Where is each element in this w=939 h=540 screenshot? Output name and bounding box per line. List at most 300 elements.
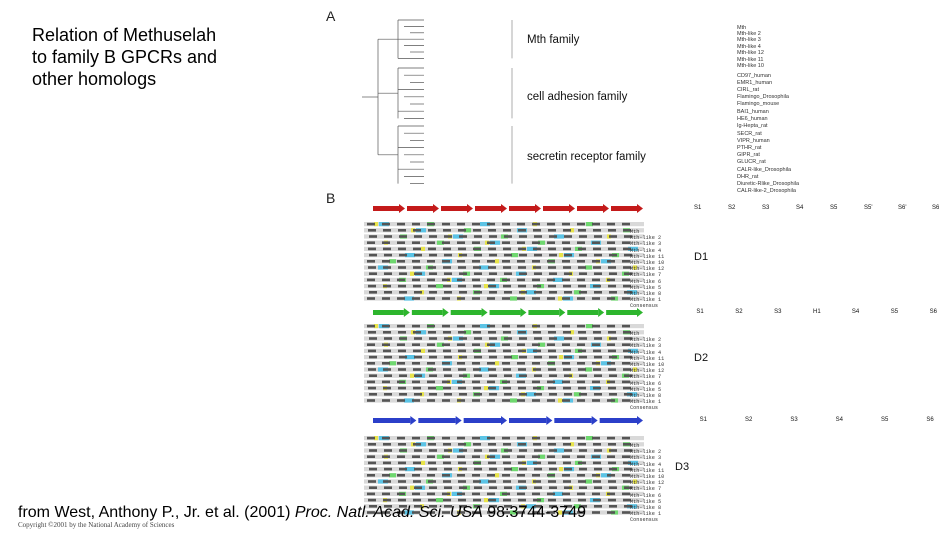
residue-text [487, 297, 495, 300]
strand-arrow-head [637, 416, 643, 425]
residue-text [594, 235, 602, 238]
residue-text [607, 260, 615, 263]
residue-text [368, 480, 376, 483]
residue-text [547, 399, 555, 402]
alignment-row-label: Mth-like 7 [630, 486, 662, 493]
residue-text [622, 297, 630, 300]
residue-text [428, 229, 436, 232]
residue-text [428, 480, 436, 483]
highlighted-residues [585, 479, 592, 483]
residue-text [592, 474, 600, 477]
residue-text [444, 337, 452, 340]
strand-arrow-head [482, 308, 488, 317]
residue-text [622, 493, 630, 496]
highlighted-residues [410, 272, 414, 276]
residue-text [369, 468, 377, 471]
residue-text [413, 462, 421, 465]
alignment-row-label: Mth-like 2 [630, 337, 662, 344]
residue-text [487, 362, 495, 365]
residue-text [502, 474, 510, 477]
residue-text [592, 223, 600, 226]
alignment-row-label: Mth-like 3 [630, 455, 662, 462]
residue-text [577, 241, 585, 244]
strand-label: S5 [830, 205, 838, 211]
residue-text [442, 223, 450, 226]
residue-text [488, 350, 496, 353]
residue-text [609, 272, 617, 275]
alignment-row-label: Mth-like 10 [630, 260, 665, 266]
residue-text [459, 235, 467, 238]
residue-text [622, 362, 630, 365]
residue-text [488, 368, 496, 371]
residue-text [369, 254, 377, 257]
residue-text [382, 455, 390, 458]
alignment-row-label: Mth [630, 443, 640, 449]
residue-text [427, 437, 435, 440]
strand-arrow-head [598, 308, 604, 317]
residue-text [443, 285, 451, 288]
residue-text [592, 297, 600, 300]
residue-text [622, 381, 630, 384]
residue-text [368, 248, 376, 251]
residue-text [519, 254, 527, 257]
residue-text [533, 387, 541, 390]
tree-leaf-label: Ig-Hepta_rat [737, 122, 768, 129]
residue-text [472, 493, 480, 496]
residue-text [607, 241, 615, 244]
highlighted-residues [559, 355, 563, 359]
residue-text [549, 468, 557, 471]
strand-label: S5 [890, 309, 899, 315]
residue-text [549, 449, 557, 452]
residue-text [458, 248, 466, 251]
residue-text [442, 260, 450, 263]
residue-text [474, 337, 482, 340]
residue-text [504, 291, 512, 294]
strand-arrow-head [520, 308, 526, 317]
residue-text [487, 493, 495, 496]
alignment-row-label: Mth-like 11 [630, 467, 665, 474]
highlighted-residues [586, 324, 593, 328]
residue-text [487, 325, 495, 328]
residue-text [517, 241, 525, 244]
residue-text [367, 455, 375, 458]
tree-leaf-label: Mth-like 4 [737, 43, 761, 50]
residue-text [474, 486, 482, 489]
alignment-row-label: Mth [630, 229, 640, 235]
strand-label: S1 [694, 205, 702, 211]
residue-text [458, 331, 466, 334]
residue-text [504, 235, 512, 238]
tree-leaf-label: GIPR_rat [737, 152, 760, 159]
residue-text [622, 260, 630, 263]
residue-text [457, 297, 465, 300]
residue-text [608, 229, 616, 232]
strand-arrow-body [611, 206, 637, 211]
residue-text [397, 241, 405, 244]
residue-text [592, 511, 600, 514]
residue-text [502, 399, 510, 402]
residue-text [412, 455, 420, 458]
residue-text [398, 266, 406, 269]
residue-text [458, 285, 466, 288]
residue-text [503, 368, 511, 371]
residue-text [397, 381, 405, 384]
strand-arrow-body [373, 310, 404, 315]
alignment-row-label: Mth-like 1 [630, 399, 662, 406]
residue-text [532, 381, 540, 384]
residue-text [503, 331, 511, 334]
residue-text [518, 229, 526, 232]
alignment-row-label: Consensus [630, 517, 659, 524]
residue-text [368, 368, 376, 371]
residue-text [458, 443, 466, 446]
residue-text [577, 399, 585, 402]
residue-text [413, 285, 421, 288]
residue-text [564, 486, 572, 489]
residue-text [564, 291, 572, 294]
residue-text [368, 350, 376, 353]
residue-text [413, 331, 421, 334]
highlighted-residues [495, 361, 499, 365]
residue-text [412, 260, 420, 263]
residue-text [607, 343, 615, 346]
residue-text [399, 291, 407, 294]
residue-text [367, 260, 375, 263]
residue-text [383, 331, 391, 334]
residue-text [502, 362, 510, 365]
residue-text [504, 449, 512, 452]
residue-text [607, 455, 615, 458]
strand-arrow-head [637, 204, 643, 213]
residue-text [579, 356, 587, 359]
highlighted-residues [421, 247, 425, 251]
residue-text [607, 325, 615, 328]
residue-text [443, 350, 451, 353]
family-label-mth: Mth family [527, 34, 580, 46]
residue-text [487, 455, 495, 458]
alignment-row-label: Mth-like 6 [630, 278, 662, 285]
residue-text [563, 387, 571, 390]
strand-arrow-body [606, 310, 637, 315]
residue-text [547, 455, 555, 458]
residue-text [397, 437, 405, 440]
residue-text [382, 325, 390, 328]
residue-text [578, 331, 586, 334]
residue-text [547, 437, 555, 440]
residue-text [593, 480, 601, 483]
strand-label: S3 [790, 417, 798, 423]
residue-text [607, 362, 615, 365]
highlighted-residues [558, 398, 562, 402]
strand-arrow-head [501, 416, 507, 425]
residue-text [384, 374, 392, 377]
residue-text [442, 241, 450, 244]
residue-text [502, 437, 510, 440]
residue-text [458, 229, 466, 232]
strand-arrow-body [475, 206, 501, 211]
residue-text [503, 462, 511, 465]
residue-text [504, 468, 512, 471]
strand-arrow-body [600, 418, 637, 423]
residue-text [564, 393, 572, 396]
residue-text [473, 331, 481, 334]
residue-text [592, 437, 600, 440]
residue-text [593, 462, 601, 465]
strand-label: S6 [932, 205, 939, 211]
residue-text [532, 223, 540, 226]
residue-text [564, 272, 572, 275]
alignment-row-label: Mth-like 12 [630, 480, 665, 487]
residue-text [607, 297, 615, 300]
residue-text [488, 229, 496, 232]
residue-text [487, 260, 495, 263]
residue-text [593, 285, 601, 288]
residue-text [369, 449, 377, 452]
residue-text [547, 279, 555, 282]
residue-text [562, 279, 570, 282]
residue-text [594, 374, 602, 377]
alignment-row-label: Mth-like 6 [630, 492, 662, 499]
residue-text [532, 325, 540, 328]
residue-text [457, 279, 465, 282]
residue-text [398, 350, 406, 353]
strand-label: S4 [835, 417, 843, 423]
residue-text [459, 356, 467, 359]
residue-text [474, 356, 482, 359]
residue-text [579, 486, 587, 489]
residue-text [533, 480, 541, 483]
residue-text [474, 374, 482, 377]
residue-text [517, 362, 525, 365]
residue-text [607, 437, 615, 440]
residue-text [592, 343, 600, 346]
tree-leaf-label: EMR1_human [737, 79, 773, 86]
tree-leaf-label: Diuretic-Rlike_Drosophila [737, 180, 800, 187]
residue-text [443, 443, 451, 446]
tree-leaf-label: CALR-like_Drosophila [737, 166, 792, 173]
domain-label-d3: D3 [675, 461, 690, 473]
tree-leaf-label: SECR_rat [737, 130, 762, 137]
residue-text [593, 331, 601, 334]
residue-text [517, 437, 525, 440]
residue-text [429, 374, 437, 377]
residue-text [594, 393, 602, 396]
strand-arrow-head [467, 204, 473, 213]
strand-label: S1 [699, 417, 707, 423]
residue-text [459, 468, 467, 471]
residue-text [578, 462, 586, 465]
residue-text [459, 374, 467, 377]
residue-text [578, 480, 586, 483]
residue-text [473, 229, 481, 232]
residue-text [442, 325, 450, 328]
residue-text [593, 443, 601, 446]
strand-label: S3 [774, 309, 782, 315]
residue-text [444, 254, 452, 257]
alignment-row-label: Mth [630, 331, 640, 337]
residue-text [489, 449, 497, 452]
residue-text [562, 241, 570, 244]
alignment-row-label: Mth-like 7 [630, 272, 662, 279]
residue-text [534, 374, 542, 377]
residue-text [427, 343, 435, 346]
residue-text [398, 248, 406, 251]
residue-text [519, 374, 527, 377]
residue-text [399, 449, 407, 452]
residue-text [578, 499, 586, 502]
residue-text [457, 241, 465, 244]
residue-text [609, 449, 617, 452]
residue-text [578, 266, 586, 269]
alignment-row-label: Mth-like 6 [630, 380, 662, 387]
tree-leaf-label: Mth-like 3 [737, 37, 761, 44]
residue-text [503, 266, 511, 269]
strand-label: S6' [898, 205, 907, 211]
residue-text [488, 480, 496, 483]
residue-text [549, 486, 557, 489]
residue-text [489, 374, 497, 377]
residue-text [413, 480, 421, 483]
residue-text [534, 393, 542, 396]
strand-arrow-body [373, 418, 410, 423]
residue-text [428, 331, 436, 334]
strand-arrow-head [592, 416, 598, 425]
residue-text [502, 343, 510, 346]
residue-text [533, 248, 541, 251]
residue-text [607, 279, 615, 282]
residue-text [563, 248, 571, 251]
alignment-row-label: Mth-like 12 [630, 266, 665, 273]
residue-text [472, 343, 480, 346]
residue-text [442, 455, 450, 458]
residue-text [504, 356, 512, 359]
residue-text [503, 350, 511, 353]
residue-text [429, 254, 437, 257]
residue-text [592, 362, 600, 365]
residue-text [548, 387, 556, 390]
residue-text [489, 393, 497, 396]
residue-text [442, 474, 450, 477]
residue-text [442, 381, 450, 384]
copyright-notice: Copyright ©2001 by the National Academy of Sciences [18, 521, 175, 529]
alignment-row-label: Mth-like 8 [630, 393, 662, 399]
highlighted-residues [559, 253, 563, 257]
residue-text [414, 356, 422, 359]
highlighted-residues [410, 486, 414, 490]
residue-text [594, 254, 602, 257]
residue-text [368, 229, 376, 232]
residue-text [534, 235, 542, 238]
strand-arrow-body [464, 418, 501, 423]
residue-text [547, 474, 555, 477]
strand-arrow-body [407, 206, 433, 211]
residue-text [489, 337, 497, 340]
residue-text [562, 297, 570, 300]
residue-text [622, 279, 630, 282]
residue-text [519, 291, 527, 294]
residue-text [563, 480, 571, 483]
residue-text [457, 260, 465, 263]
residue-text [518, 387, 526, 390]
residue-text [444, 272, 452, 275]
residue-text [489, 254, 497, 257]
residue-text [414, 468, 422, 471]
residue-text [383, 229, 391, 232]
strand-arrow-body [490, 310, 521, 315]
residue-text [414, 393, 422, 396]
highlighted-residues [558, 296, 562, 300]
residue-text [519, 393, 527, 396]
residue-text [503, 480, 511, 483]
residue-text [622, 325, 630, 328]
strand-label: S4 [851, 309, 860, 315]
residue-text [502, 279, 510, 282]
residue-text [382, 381, 390, 384]
strand-arrow-body [554, 418, 591, 423]
residue-text [474, 449, 482, 452]
strand-label: S2 [745, 417, 753, 423]
residue-text [398, 480, 406, 483]
residue-text [427, 223, 435, 226]
residue-text [547, 381, 555, 384]
residue-text [622, 223, 630, 226]
residue-text [369, 393, 377, 396]
strand-arrow-body [528, 310, 559, 315]
residue-text [427, 493, 435, 496]
residue-text [428, 285, 436, 288]
panel-b-label: B [326, 190, 336, 206]
residue-text [412, 381, 420, 384]
residue-text [443, 266, 451, 269]
residue-text [579, 468, 587, 471]
residue-text [384, 449, 392, 452]
residue-text [368, 443, 376, 446]
highlighted-residues [586, 436, 593, 440]
highlighted-residues [421, 349, 425, 353]
strand-arrow-body [441, 206, 467, 211]
residue-text [399, 337, 407, 340]
residue-text [517, 343, 525, 346]
residue-text [518, 266, 526, 269]
residue-text [547, 223, 555, 226]
residue-text [383, 387, 391, 390]
residue-text [472, 455, 480, 458]
highlighted-residues [510, 296, 517, 300]
residue-text [412, 297, 420, 300]
residue-text [502, 241, 510, 244]
residue-text [487, 399, 495, 402]
strand-arrow-head [410, 416, 416, 425]
residue-text [382, 279, 390, 282]
alignment-row-label: Mth-like 11 [630, 253, 665, 260]
residue-text [518, 499, 526, 502]
residue-text [397, 297, 405, 300]
residue-text [459, 291, 467, 294]
residue-text [608, 285, 616, 288]
residue-text [412, 279, 420, 282]
residue-text [533, 331, 541, 334]
residue-text [622, 343, 630, 346]
residue-text [459, 449, 467, 452]
residue-text [472, 241, 480, 244]
residue-text [519, 356, 527, 359]
residue-text [534, 291, 542, 294]
residue-text [487, 437, 495, 440]
family-label-adhesion: cell adhesion family [527, 91, 628, 103]
alignment-row-label: Mth-like 11 [630, 355, 665, 362]
residue-text [503, 499, 511, 502]
